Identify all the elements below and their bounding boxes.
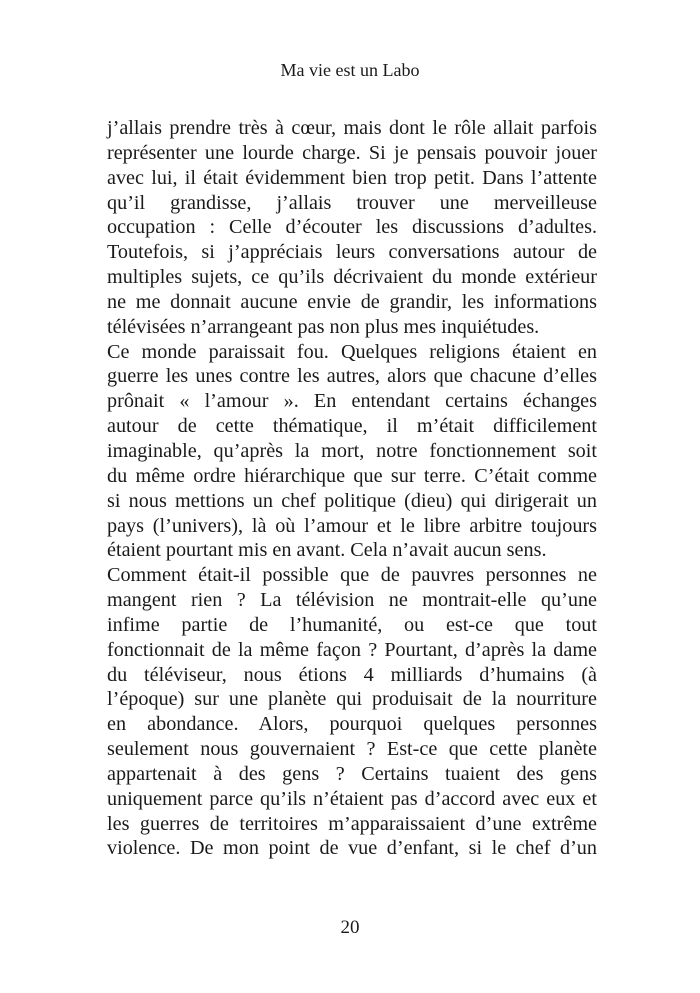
text-line: représenter une lourde charge. Si je pensais pouvoir jouer <box>107 141 597 164</box>
text-line: Comment était-il possible que de pauvres personnes ne <box>107 564 597 587</box>
text-line: violence. De mon point de vue d’enfant, si le chef d’un <box>107 837 597 860</box>
paragraph-2 <box>107 340 597 564</box>
text-line: les guerres de territoires m’apparaissaient d’une extrême <box>107 812 597 835</box>
text-line: j’allais prendre très à cœur, mais dont le rôle allait parfois <box>107 117 597 139</box>
text-line: Ce monde paraissait fou. Quelques religions étaient en <box>107 340 597 363</box>
text-line: Toutefois, si j’appréciais leurs conversations autour de <box>107 241 597 264</box>
text-line: guerre les unes contre les autres, alors que chacune d’elles <box>107 365 597 388</box>
page-number: 20 <box>340 917 360 938</box>
text-line: occupation : Celle d’écouter les discussions d’adultes. <box>107 216 597 239</box>
text-line: l’époque) sur une planète qui produisait de la nourriture <box>107 688 597 711</box>
text-line: télévisées n’arrangeant pas non plus mes inquiétudes. <box>107 315 540 338</box>
text-line: qu’il grandisse, j’allais trouver une merveilleuse <box>107 191 597 214</box>
paragraph-1 <box>107 116 597 340</box>
text-line: pays (l’univers), là où l’amour et le libre arbitre toujours <box>107 514 597 537</box>
text-line: en abondance. Alors, pourquoi quelques personnes <box>107 713 597 736</box>
text-line: autour de cette thématique, il m’était difficilement <box>107 415 597 438</box>
paragraph-3 <box>107 563 597 861</box>
text-line: avec lui, il était évidemment bien trop petit. Dans l’attente <box>107 166 597 189</box>
text-line: prônait « l’amour ». En entendant certains échanges <box>107 390 597 413</box>
text-line: infime partie de l’humanité, ou est-ce que tout <box>107 613 597 636</box>
text-line: uniquement parce qu’ils n’étaient pas d’accord avec eux et <box>107 787 597 810</box>
text-line: si nous mettions un chef politique (dieu) qui dirigerait un <box>107 489 597 512</box>
running-header: Ma vie est un Labo <box>280 60 420 80</box>
text-line: mangent rien ? La télévision ne montrait-elle qu’une <box>107 589 597 612</box>
text-line: du même ordre hiérarchique que sur terre. C’était comme <box>107 464 597 487</box>
text-line: multiples sujets, ce qu’ils décrivaient du monde extérieur <box>107 266 597 289</box>
text-line: fonctionnait de la même façon ? Pourtant, d’après la dame <box>107 638 597 661</box>
text-line: imaginable, qu’après la mort, notre fonctionnement soit <box>107 439 597 462</box>
text-line: appartenait à des gens ? Certains tuaient des gens <box>107 762 597 785</box>
text-line: seulement nous gouvernaient ? Est-ce que cette planète <box>107 738 597 761</box>
text-line: ne me donnait aucune envie de grandir, les informations <box>107 290 597 313</box>
body-text <box>107 116 597 861</box>
text-line: du téléviseur, nous étions 4 milliards d’humains (à <box>107 663 597 686</box>
text-line: étaient pourtant mis en avant. Cela n’avait aucun sens. <box>107 539 547 562</box>
